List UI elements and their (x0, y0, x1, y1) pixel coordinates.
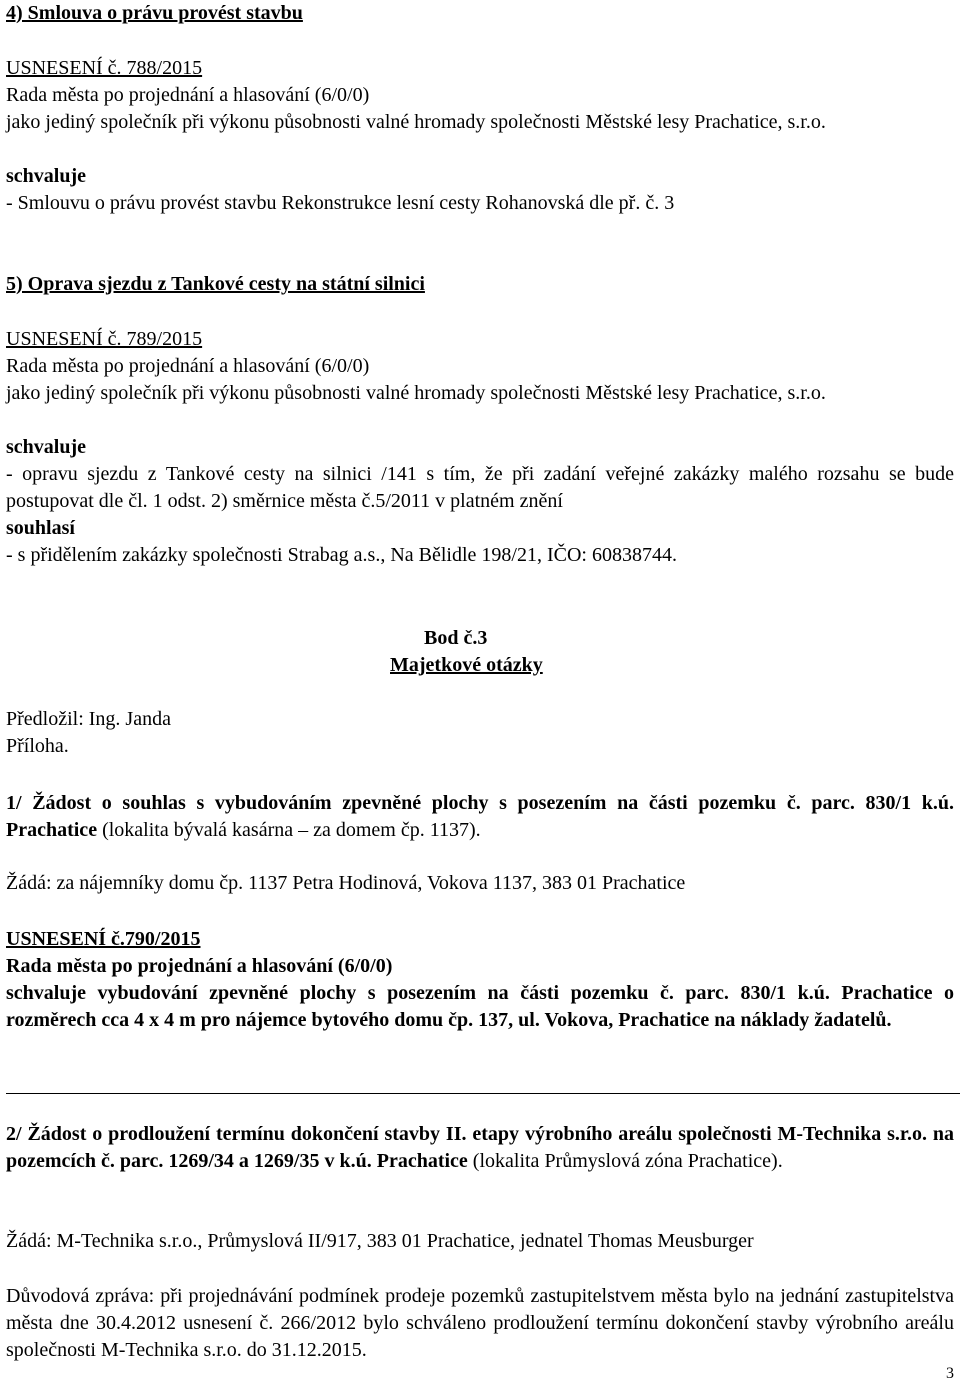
request-1-decision: schvaluje vybudování zpevněné plochy s posezením na části pozemku č. parc. 830/1 k.ú. Prachatice o rozměrech cca 4 x 4 m pro nájemce bytového domu čp. 137, ul. Vokova, Prachatice na náklady žadatelů. (6, 982, 954, 1031)
verb-schvaluje: schvaluje (6, 165, 86, 187)
attachment: Příloha. (6, 735, 69, 757)
resolution-789: USNESENÍ č. 789/2015 (6, 328, 203, 350)
presenter: Předložil: Ing. Janda (6, 708, 171, 730)
request-2-title-rest: (lokalita Průmyslová zóna Prachatice). (467, 1150, 783, 1172)
council-vote: Rada města po projednání a hlasování (6/0/0) (6, 955, 393, 977)
request-1-title-rest: (lokalita bývalá kasárna – za domem čp. 1137). (97, 819, 481, 841)
request-1-title-bold: 1/ Žádost o souhlas s vybudováním zpevněné plochy s posezením na části pozemku č. parc. 830/1 k.ú. Prachatice (6, 792, 954, 841)
role-text: jako jediný společník při výkonu působnosti valné hromady společnosti Městské lesy Prachatice, s.r.o. (6, 111, 826, 133)
resolution-790: USNESENÍ č.790/2015 (6, 928, 201, 950)
council-vote: Rada města po projednání a hlasování (6/0/0) (6, 355, 370, 377)
justification-report: Důvodová zpráva: při projednávání podmínek prodeje pozemků zastupitelstvem města bylo na jednání zastupitelstva města dne 30.4.2012 usnesení č. 266/2012 bylo schváleno prodloužení termínu dokončení stavby výrobního areálu společnosti M-Technika s.r.o. do 31.12.2015. (6, 1285, 954, 1361)
approved-item: - Smlouvu o právu provést stavbu Rekonstrukce lesní cesty Rohanovská dle př. č. 3 (6, 192, 675, 214)
verb-schvaluje: schvaluje (6, 436, 86, 458)
request-1-applicant: Žádá: za nájemníky domu čp. 1137 Petra Hodinová, Vokova 1137, 383 01 Prachatice (6, 872, 686, 894)
section-5-heading: 5) Oprava sjezdu z Tankové cesty na státní silnici (6, 273, 425, 295)
resolution-788: USNESENÍ č. 788/2015 (6, 57, 203, 79)
request-1-title (6, 790, 954, 844)
council-vote: Rada města po projednání a hlasování (6/0/0) (6, 84, 370, 106)
section-4-heading: 4) Smlouva o právu provést stavbu (6, 2, 303, 24)
agreed-item: - s přidělením zakázky společnosti Strabag a.s., Na Bělidle 198/21, IČO: 60838744. (6, 544, 677, 566)
section-divider (6, 1093, 960, 1094)
request-2-title-bold: 2/ Žádost o prodloužení termínu dokončení stavby II. etapy výrobního areálu společnosti M-Technika s.r.o. na pozemcích č. parc. 1269/34 a 1269/35 v k.ú. Prachatice (6, 1123, 954, 1172)
role-text: jako jediný společník při výkonu působnosti valné hromady společnosti Městské lesy Prachatice, s.r.o. (6, 382, 826, 404)
verb-souhlasi: souhlasí (6, 517, 75, 539)
request-2-applicant: Žádá: M-Technika s.r.o., Průmyslová II/917, 383 01 Prachatice, jednatel Thomas Meusburger (6, 1230, 754, 1252)
approved-item: - opravu sjezdu z Tankové cesty na silnici /141 s tím, že při zadání veřejné zakázky malého rozsahu se bude postupovat dle čl. 1 odst. 2) směrnice města č.5/2011 v platném znění (6, 463, 954, 512)
request-2-title (6, 1121, 954, 1175)
bod-title: Majetkové otázky (390, 654, 543, 676)
bod-number: Bod č.3 (424, 627, 488, 649)
page-number: 3 (946, 1365, 954, 1382)
